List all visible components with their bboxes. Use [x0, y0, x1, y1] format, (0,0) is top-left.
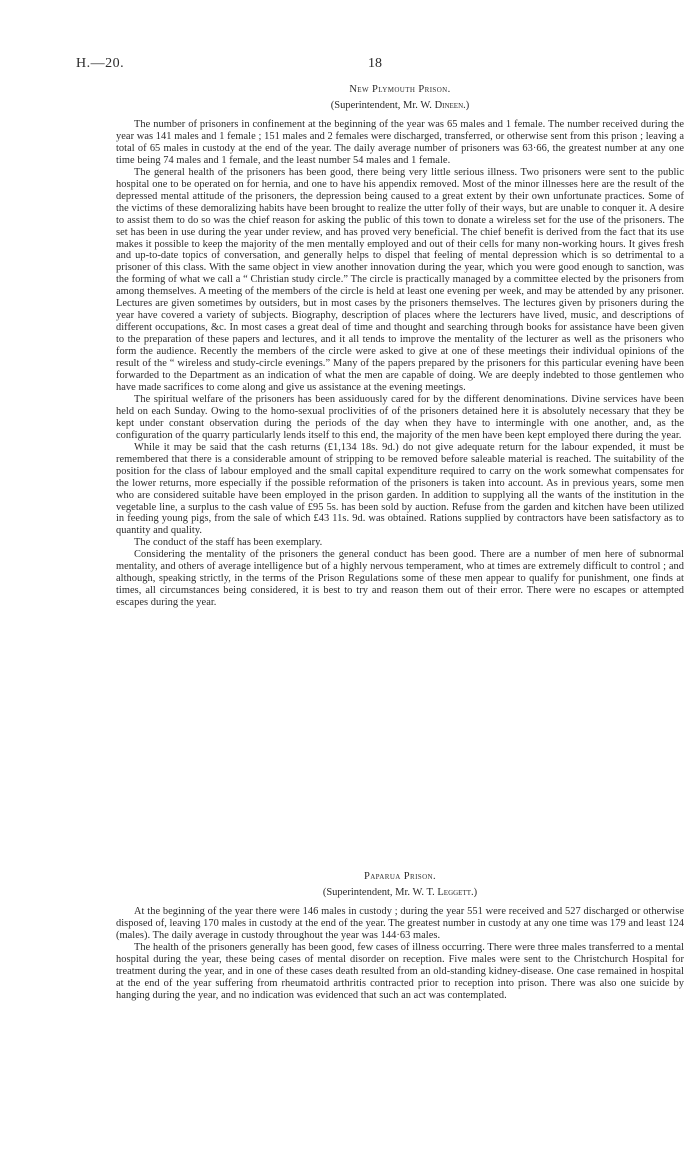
paragraph: The health of the prisoners generally has been good, few cases of illness occurring. There were three males transferred to a mental hospital during the year, these being cases of mental disorder on reception. Five males were sent to the Christchurch Hospital for treatment during the year, and in one of these cases death resulted from an old-standing kidney-disease. One case remained in hospital at the end of the year suffering from rheumatoid arthritis contracted prior to reception into prison. There was also one suicide by hanging during the year, and no indication was evidenced that such an act was contemplated.: [116, 941, 684, 1001]
superintendent-name: Leggett: [437, 887, 472, 898]
paragraph: The spiritual welfare of the prisoners has been assiduously cared for by the different denominations. Divine services have been held on each Sunday. Owing to the homo-sexual proclivities of of the prisoners detained here it is absolutely necessary that they be kept under constant observation during the periods of the day when they have to intermingle with one another, and, as the configuration of the quarry particularly lends itself to this end, the majority of the men have been kept employed there during the year.: [116, 393, 684, 441]
paragraph: The general health of the prisoners has been good, there being very little serious illness. Two prisoners were sent to the public hospital one to be operated on for hernia, and one to have his appendix removed. Most of the minor illnesses here are the result of the depressed mental attitude of the prisoners, the depression being caused to a great extent by their own unfortunate practices. Some of the victims of these demoralizing habits have been brought to realize the utter folly of their ways, but are unable to conquer it. A desire to assist them to do so was the chief reason for asking the public of this town to donate a wireless set for the use of the prisoners. The set has been in use during the year under review, and has proved very beneficial. The chief benefit is derived from the fact that its use makes it possible to keep the majority of the men mentally employed and out of their cells for many non-working hours. It gives fresh and up-to-date topics of conversation, and generally helps to dispel that feeling of mental depression which is so detrimental to a prisoner of this class. With the same object in view another innovation during the year, which you were good enough to sanction, was the forming of what we call a “ Christian study circle.” The circle is practically managed by a committee elected by the prisoners from among themselves. A meeting of the members of the circle is held at least one evening per week, and may be attended by any prisoner. Lectures are given sometimes by outsiders, but in most cases by the prisoners themselves. The lectures given by prisoners during the year have covered a variety of subjects. Biography, description of places where the lecturers have lived, music, and descriptions of different occupations, &c. In most cases a great deal of time and thought and searching through books for assistance have been given to the preparation of these papers and lectures, and it all tends to improve the mentality of the lecturer as well as the prisoners who form the audience. Recently the members of the circle were asked to give at one of these meetings their individual opinions of the result of the “ wireless and study-circle evenings.” Many of the papers prepared by the prisoners for this particular evening have been forwarded to the Department as an indication of what the men are capable of doing. We are deeply indebted to those gentlemen who have made sacrifices to come along and give us assistance at the evening meetings.: [116, 166, 684, 393]
page-number: 18: [368, 56, 382, 71]
superintendent-suffix: .): [471, 887, 478, 898]
superintendent-suffix: .): [463, 100, 470, 111]
superintendent-line: [116, 886, 684, 900]
superintendent-prefix: (Superintendent, Mr. W. T.: [322, 887, 438, 898]
section-title: Paparua Prison.: [363, 871, 437, 882]
paragraph: The conduct of the staff has been exemplary.: [134, 537, 323, 549]
section-title: New Plymouth Prison.: [349, 84, 451, 95]
superintendent-prefix: (Superintendent, Mr. W.: [330, 100, 435, 111]
paragraph: Considering the mentality of the prisoners the general conduct has been good. There are a number of men here of subnormal mentality, and others of average intelligence but of a highly nervous temperament, who at times are extremely difficult to control ; and although, speaking strictly, in the terms of the Prison Regulations some of these men appear to qualify for punishment, one finds at times, all circumstances being considered, it is best to try and reason them out of their error. There were no escapes or attempted escapes during the year.: [116, 549, 684, 609]
paragraph: At the beginning of the year there were 146 males in custody ; during the year 551 were received and 527 discharged or otherwise disposed of, leaving 170 males in custody at the end of the year. The greatest number in custody at any one time was 179 and least 124 (males). The daily average in custody throughout the year was 144·63 males.: [116, 906, 684, 941]
paragraph: While it may be said that the cash returns (£1,134 18s. 9d.) do not give adequate return for the labour expended, it must be remembered that there is a considerable amount of stripping to be removed before saleable material is reached. The suitability of the position for the class of labour employed and the small capital expenditure required to carry on the work somewhat compensates for the lower returns, more especially if the possible reformation of the prisoners is taken into account. As in previous years, some men who are considered suitable have been employed in the prison garden. In addition to supplying all the wants of the institution in the vegetable line, a surplus to the cash value of £95 5s. has been sold by auction. Refuse from the garden and kitchen have been utilized in feeding young pigs, from the sale of which £43 11s. 9d. was obtained. Rations supplied by contractors have been satisfactory as to quantity and quality.: [116, 441, 684, 537]
page-header: [76, 56, 678, 72]
superintendent-name: Dineen: [434, 100, 464, 111]
superintendent-line: [116, 99, 684, 113]
report-reference: H.—20.: [76, 56, 125, 71]
section-paparua-prison: [116, 870, 684, 1002]
section-new-plymouth-prison: [116, 83, 684, 609]
paragraph: The number of prisoners in confinement at the beginning of the year was 65 males and 1 female. The number received during the year was 141 males and 1 female ; 151 males and 2 females were discharged, transferred, or otherwise sent from this prison ; leaving a total of 65 males in custody at the end of the year. The daily average number of prisoners was 63·66, the greatest number at any one time being 74 males and 1 female, and the least number 54 males and 1 female.: [116, 119, 684, 166]
